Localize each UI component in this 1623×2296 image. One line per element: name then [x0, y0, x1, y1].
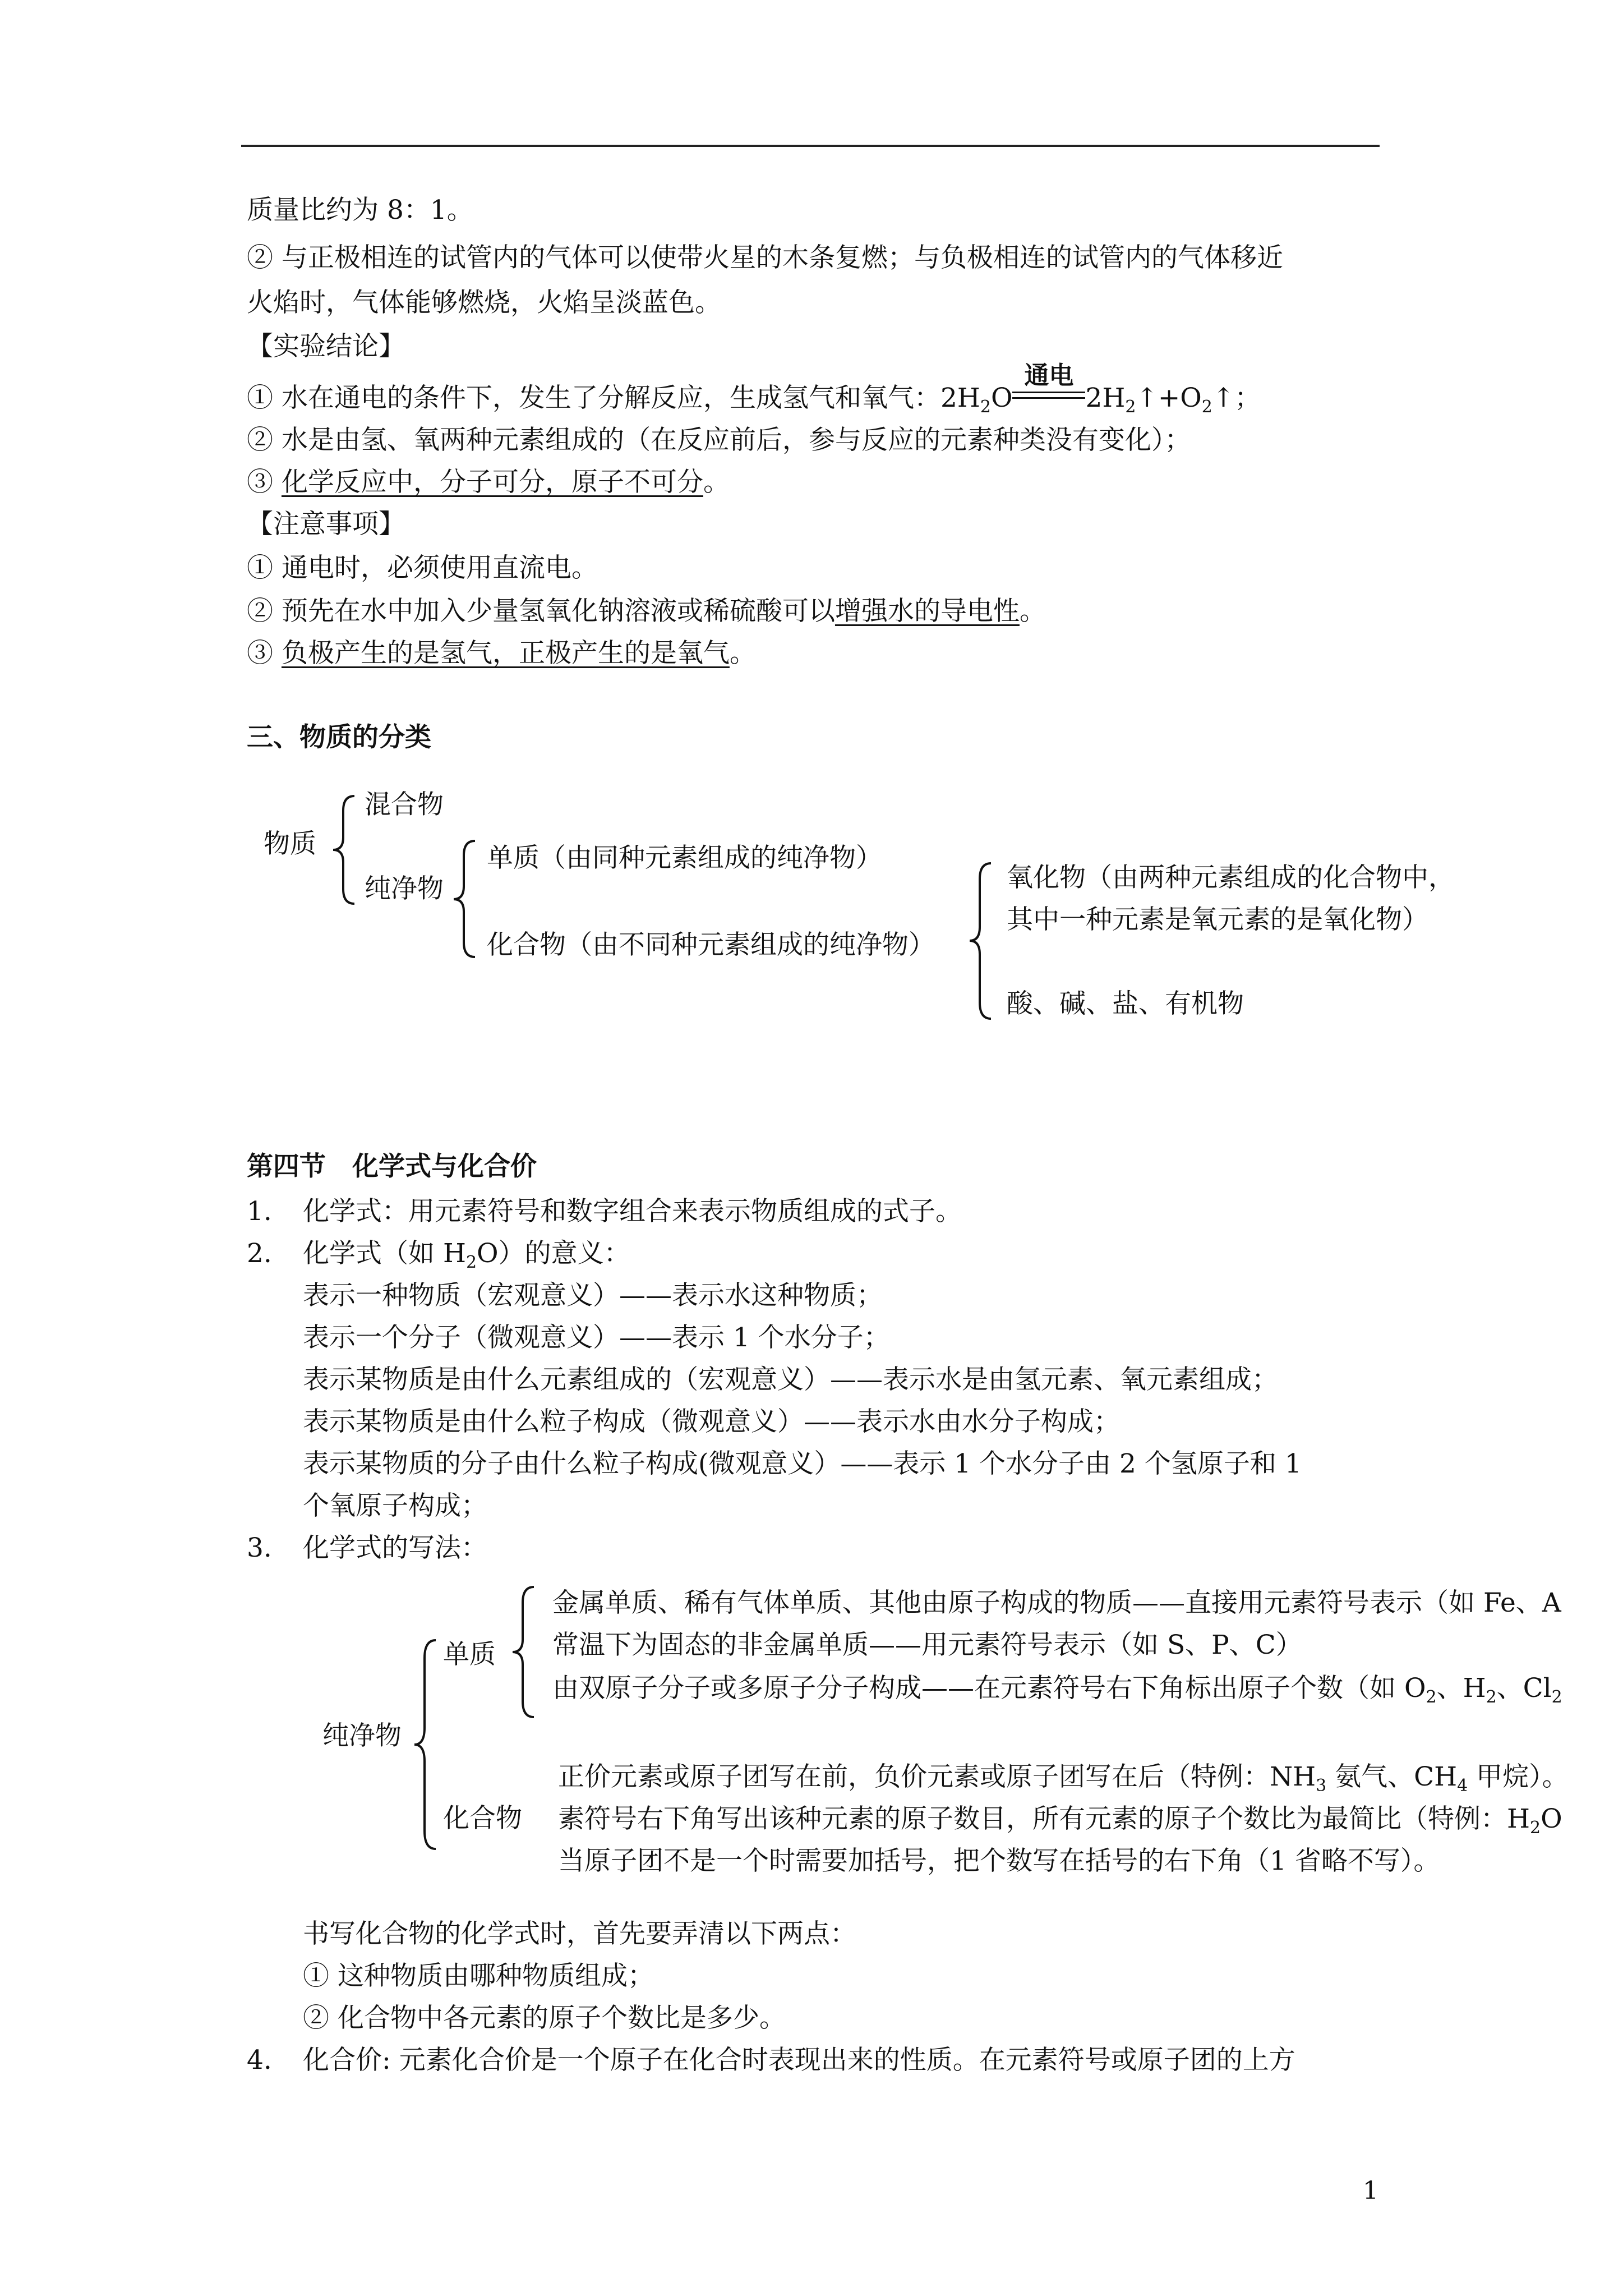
eq-line — [1012, 392, 1085, 393]
notes-item-3 — [247, 637, 756, 670]
conclusion-item-1-text: ① 水在通电的条件下，发生了分解反应，生成氢气和氧气： — [247, 383, 940, 413]
brace-root — [331, 794, 359, 906]
text: 氨气、CH — [1326, 1761, 1458, 1792]
class-compound: 化合物（由不同种元素组成的纯净物） — [487, 930, 935, 960]
writing-cp-line-3: 当原子团不是一个时需要加括号，把个数写在括号的右下角（1 省略不写）。 — [558, 1846, 1440, 1876]
text: O — [1541, 1803, 1562, 1834]
conclusion-heading: 【实验结论】 — [247, 331, 405, 362]
page-number: 1 — [1363, 2177, 1378, 2205]
book-line: ② 化合物中各元素的原子个数比是多少。 — [303, 2003, 786, 2033]
text-line: 质量比约为 8：1。 — [247, 195, 473, 226]
item-number: 2. — [247, 1238, 272, 1269]
notes-item-2 — [247, 595, 1046, 628]
section4-item-2 — [303, 1237, 630, 1271]
conclusion-item-3 — [247, 466, 730, 499]
subscript: 2 — [1530, 1818, 1541, 1838]
subscript: 2 — [465, 1253, 477, 1272]
meaning-line: 表示一个分子（微观意义）——表示 1 个水分子； — [303, 1322, 890, 1353]
book-line: ① 这种物质由哪种物质组成； — [303, 1961, 654, 1991]
notes-heading: 【注意事项】 — [247, 509, 405, 540]
class-others: 酸、碱、盐、有机物 — [1007, 988, 1244, 1019]
text: 化学式（如 H — [303, 1238, 466, 1269]
eq-line — [1012, 397, 1085, 399]
text: ② 预先在水中加入少量氢氧化钠溶液或稀硫酸可以 — [247, 596, 835, 627]
brace-writing-element — [510, 1585, 538, 1719]
subscript: 2 — [1551, 1687, 1562, 1707]
item-number: 3. — [247, 1533, 272, 1563]
text-line: ② 与正极相连的试管内的气体可以使带火星的木条复燃；与负极相连的试管内的气体移近 — [247, 242, 1283, 273]
meaning-line: 个氧原子构成； — [303, 1490, 487, 1521]
brace-pure — [451, 839, 479, 959]
eq-rhs: ↑+O — [1136, 383, 1202, 413]
reaction-condition — [1012, 361, 1085, 415]
text: O）的意义： — [477, 1238, 630, 1269]
text: 素符号右下角写出该种元素的原子数目，所有元素的原子个数比为最简比（特例：H — [558, 1803, 1530, 1834]
eq-sub: 2 — [1201, 397, 1212, 417]
class-oxide-1: 氧化物（由两种元素组成的化合物中， — [1007, 862, 1455, 893]
class-oxide-2: 其中一种元素是氧元素的是氧化物） — [1007, 904, 1428, 935]
book-line: 书写化合物的化学式时，首先要弄清以下两点： — [303, 1918, 856, 1949]
underlined-text: 负极产生的是氢气，正极产生的是氧气 — [281, 638, 730, 669]
subscript: 3 — [1316, 1776, 1327, 1796]
item-number: 1. — [247, 1196, 272, 1227]
writing-element: 单质 — [443, 1639, 496, 1670]
section4-item-1: 化学式：用元素符号和数字组合来表示物质组成的式子。 — [303, 1196, 962, 1227]
eq-sub: 2 — [980, 397, 991, 417]
eq-rhs: ↑； — [1212, 383, 1261, 413]
item-number: ③ — [247, 638, 282, 669]
text: 、Cl — [1496, 1673, 1552, 1704]
eq-rhs: 2H — [1085, 383, 1126, 413]
classification-heading: 三、物质的分类 — [247, 722, 431, 753]
class-pure: 纯净物 — [365, 873, 444, 904]
writing-pure: 纯净物 — [322, 1720, 402, 1751]
conclusion-item-1 — [247, 361, 1261, 417]
notes-item-1: ① 通电时，必须使用直流电。 — [247, 553, 598, 583]
punct: 。 — [703, 467, 730, 498]
meaning-line: 表示一种物质（宏观意义）——表示水这种物质； — [303, 1280, 883, 1311]
writing-el-line-3 — [552, 1672, 1562, 1705]
brace-compound — [967, 861, 995, 1021]
condition-label: 通电 — [1024, 361, 1074, 390]
subscript: 4 — [1457, 1776, 1468, 1796]
meaning-line: 表示某物质的分子由什么粒子构成(微观意义）——表示 1 个水分子由 2 个氢原子和 1 — [303, 1448, 1302, 1479]
section-heading: 第四节 化学式与化合价 — [247, 1151, 537, 1182]
text-line: 火焰时，气体能够燃烧，火焰呈淡蓝色。 — [247, 287, 721, 318]
class-root: 物质 — [264, 829, 316, 859]
writing-cp-line-1 — [558, 1760, 1569, 1794]
punct: 。 — [1019, 596, 1046, 627]
meaning-line: 表示某物质是由什么元素组成的（宏观意义）——表示水是由氢元素、氧元素组成； — [303, 1364, 1278, 1395]
writing-cp-line-2 — [558, 1802, 1562, 1836]
subscript: 2 — [1426, 1687, 1437, 1707]
punct: 。 — [729, 638, 756, 669]
text: 甲烷）。 — [1468, 1761, 1569, 1792]
class-element: 单质（由同种元素组成的纯净物） — [487, 843, 882, 873]
underlined-text: 化学反应中，分子可分，原子不可分 — [281, 467, 703, 498]
section4-item-4: 化合价: 元素化合价是一个原子在化合时表现出来的性质。在元素符号或原子团的上方 — [303, 2045, 1295, 2076]
section4-item-3: 化学式的写法： — [303, 1533, 487, 1563]
eq-lhs-tail: O — [990, 383, 1013, 413]
item-number: 4. — [247, 2045, 272, 2076]
item-number: ③ — [247, 467, 282, 498]
eq-sub: 2 — [1125, 397, 1136, 417]
text: 、H — [1436, 1673, 1486, 1704]
brace-writing-pure — [412, 1638, 440, 1851]
writing-el-line-2: 常温下为固态的非金属单质——用元素符号表示（如 S、P、C） — [552, 1630, 1302, 1660]
class-mixture: 混合物 — [365, 789, 444, 820]
meaning-line: 表示某物质是由什么粒子构成（微观意义）——表示水由水分子构成； — [303, 1406, 1120, 1437]
text: 由双原子分子或多原子分子构成——在元素符号右下角标出原子个数（如 O — [552, 1673, 1426, 1704]
writing-el-line-1: 金属单质、稀有气体单质、其他由原子构成的物质——直接用元素符号表示（如 Fe、A — [552, 1588, 1561, 1618]
underlined-text: 增强水的导电性 — [834, 596, 1020, 627]
writing-compound: 化合物 — [443, 1803, 522, 1834]
subscript: 2 — [1486, 1687, 1497, 1707]
text: 正价元素或原子团写在前，负价元素或原子团写在后（特例：NH — [558, 1761, 1316, 1792]
eq-lhs: 2H — [940, 383, 980, 413]
conclusion-item-2: ② 水是由氢、氧两种元素组成的（在反应前后，参与反应的元素种类没有变化）； — [247, 425, 1191, 455]
equation — [940, 361, 1261, 417]
header-rule — [241, 145, 1380, 147]
